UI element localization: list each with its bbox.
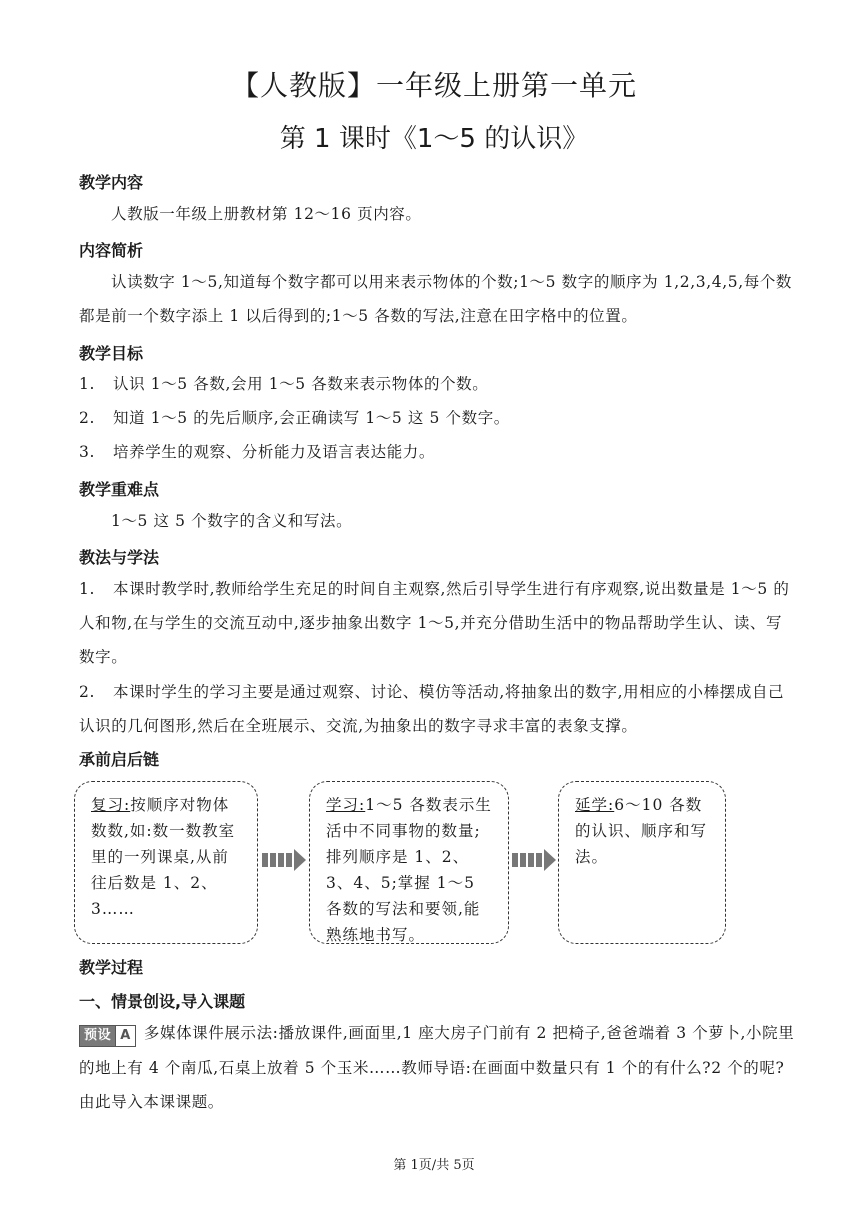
goal-item <box>79 367 795 401</box>
process-subheading: 一、情景创设,导入课题 <box>79 992 246 1011</box>
section-heading-content: 教学内容 <box>79 173 144 192</box>
document-title: 【人教版】一年级上册第一单元 <box>230 69 637 102</box>
analysis-text: 认读数字 1～5,知道每个数字都可以用来表示物体的个数;1～5 数字的顺序为 1,2,3,4,5,每个数都是前一个数字添上 1 以后得到的;1～5 各数的写法,注意在田字格中的位置。 <box>79 273 793 325</box>
goal-number: 3. <box>79 443 95 461</box>
arrow-right-icon <box>512 849 556 871</box>
page-footer: 第 1页/共 5页 <box>393 1158 475 1173</box>
section-heading-analysis: 内容简析 <box>79 241 144 260</box>
extension-label: 延学: <box>575 796 615 814</box>
method-number: 2. <box>79 683 95 701</box>
section-heading-methods: 教法与学法 <box>79 548 160 567</box>
preset-badge <box>79 1017 136 1051</box>
section-heading-goals: 教学目标 <box>79 344 144 363</box>
method-text: 本课时教学时,教师给学生充足的时间自主观察,然后引导学生进行有序观察,说出数量是 1～5 的人和物,在与学生的交流互动中,逐步抽象出数字 1～5,并充分借助生活中的物品帮助学生认、读、写数字。 <box>79 580 790 666</box>
goal-number: 1. <box>79 375 95 393</box>
method-text: 本课时学生的学习主要是通过观察、讨论、模仿等活动,将抽象出的数字,用相应的小棒摆成自己认识的几何图形,然后在全班展示、交流,为抽象出的数字寻求丰富的表象支撑。 <box>79 683 785 735</box>
section-heading-links: 承前启后链 <box>79 750 160 769</box>
lesson-title: 第 1 课时《1～5 的认识》 <box>279 124 589 154</box>
goal-text: 培养学生的观察、分析能力及语言表达能力。 <box>113 443 436 461</box>
study-label: 学习: <box>326 796 366 814</box>
review-label: 复习: <box>91 796 131 814</box>
goal-text: 知道 1～5 的先后顺序,会正确读写 1～5 这 5 个数字。 <box>113 409 510 427</box>
method-number: 1. <box>79 580 95 598</box>
goal-item <box>79 401 795 435</box>
method-item <box>79 675 795 743</box>
arrow-right-icon <box>262 849 306 871</box>
extension-text: 6～10 各数的认识、顺序和写法。 <box>575 796 708 866</box>
study-text: 1～5 各数表示生活中不同事物的数量;排列顺序是 1、2、3、4、5;掌握 1～5 各数的写法和要领,能熟练地书写。 <box>326 796 492 944</box>
content-text: 人教版一年级上册教材第 12～16 页内容。 <box>111 205 422 223</box>
goal-number: 2. <box>79 409 95 427</box>
process-text: 多媒体课件展示法:播放课件,画面里,1 座大房子门前有 2 把椅子,爸爸端着 3 个萝卜,小院里的地上有 4 个南瓜,石桌上放着 5 个玉米……教师导语:在画面中数量只有 1 个的有什么?2 个的呢?由此导入本课课题。 <box>79 1024 795 1111</box>
review-box <box>74 781 258 944</box>
process-text-block <box>79 1016 795 1119</box>
method-item <box>79 572 795 674</box>
study-box <box>309 781 509 944</box>
goal-item <box>79 435 795 469</box>
section-heading-key-points: 教学重难点 <box>79 480 160 499</box>
review-text: 按顺序对物体数数,如:数一数教室里的一列课桌,从前往后数是 1、2、3…… <box>91 796 236 918</box>
preset-badge-label: 预设 <box>79 1025 116 1047</box>
section-heading-process: 教学过程 <box>79 958 144 977</box>
extension-box <box>558 781 726 944</box>
preset-badge-letter: A <box>116 1025 136 1047</box>
key-points-text: 1～5 这 5 个数字的含义和写法。 <box>111 512 353 530</box>
goal-text: 认识 1～5 各数,会用 1～5 各数来表示物体的个数。 <box>113 375 489 393</box>
